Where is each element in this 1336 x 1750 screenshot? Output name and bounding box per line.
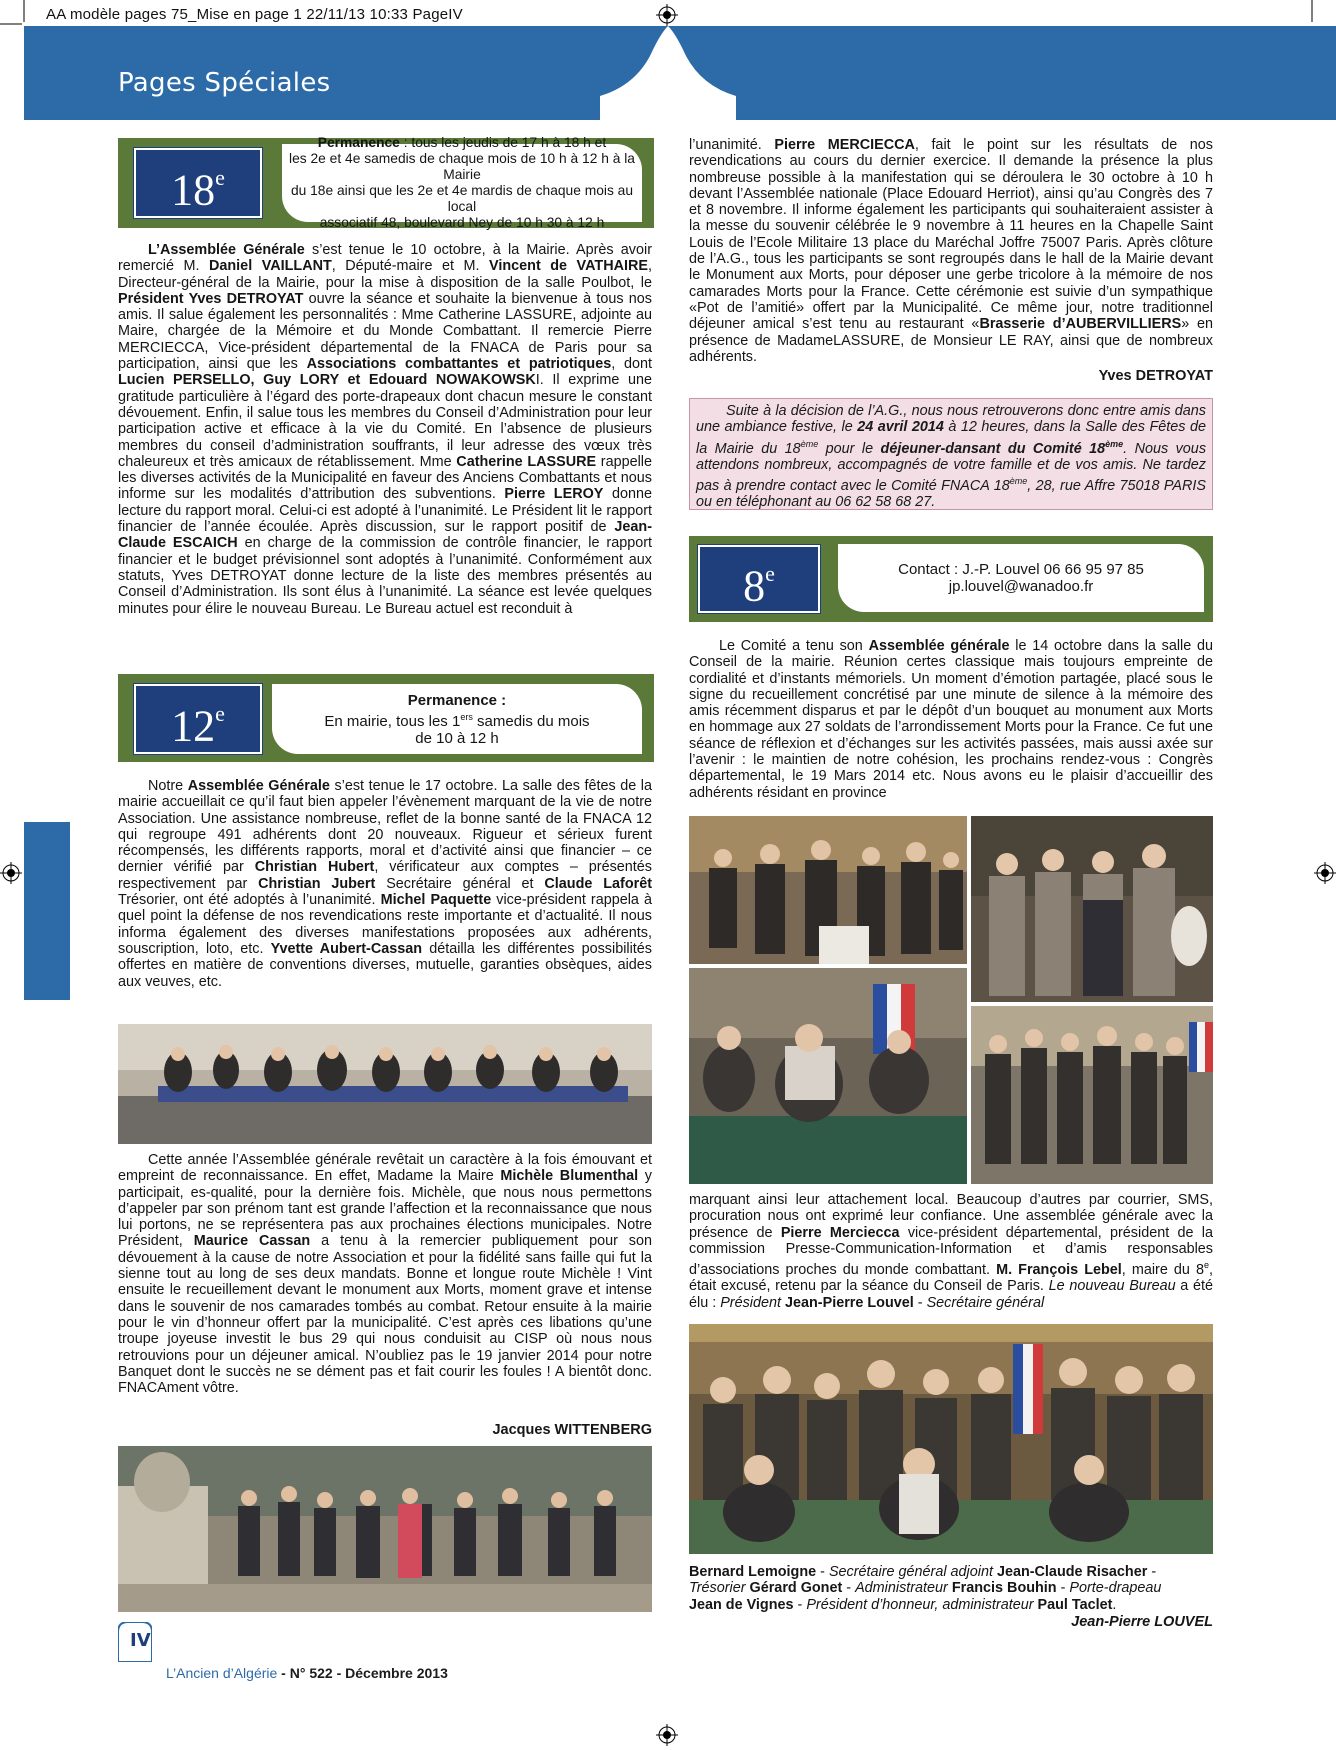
role-title: Secrétaire général adjoint <box>828 1564 993 1580</box>
person-name: Paul Taclet <box>1033 1596 1113 1613</box>
bold-term: L’Assemblée Générale <box>148 242 305 258</box>
photo-collage-8 <box>689 816 1213 1184</box>
side-color-tab <box>24 822 70 1000</box>
bold-term: Associations combattantes et patriotiques <box>306 356 612 373</box>
superscript: ème <box>800 438 819 449</box>
text-run: l’unanimité. <box>689 137 775 153</box>
superscript: ers <box>460 711 473 722</box>
department-badge-12 <box>134 684 262 754</box>
person-name: Catherine LASSURE <box>456 453 597 470</box>
text-run: - <box>842 1580 856 1597</box>
text-run: , 28, rue Affre 75018 PARIS ou en téléphonant au 06 62 58 68 27. <box>696 477 1206 511</box>
text-run: , était excusé, retenu par la séance du Conseil de Paris. <box>689 1261 1213 1295</box>
person-name: Michel Paquette <box>380 892 492 909</box>
text-run: Notre <box>148 778 188 794</box>
article-18-body <box>118 242 652 617</box>
person-name: Jean-Claude Risacher <box>992 1564 1148 1580</box>
photo-bureau-group-image <box>689 1324 1213 1554</box>
department-badge-8 <box>698 545 820 613</box>
event-date: 24 avril 2014 <box>857 419 944 436</box>
print-slug: AA modèle pages 75_Mise en page 1 22/11/13 10:33 PageIV <box>46 6 463 23</box>
photo-monument-ceremony-12 <box>118 1446 652 1612</box>
permanence-line: les 2e et 4e samedis de chaque mois de 10 h à 12 h à la Mairie <box>289 151 635 182</box>
text-run: en charge de la commission de contrôle financier, le rapport financier et le budget prévisionnel sont adoptés à l’unanimité. Conformément aux statuts, Yves DETROYAT donne lecture de la liste des membres présentés au Conseil d’Administration. Ils sont élus à l’unanimité. La séance est levée quelques minutes pour élire le nouveau Bureau. Le Bureau actuel est reconduit à <box>118 535 652 617</box>
contact-box-8 <box>838 544 1204 612</box>
text-run: Le Comité a tenu son <box>719 638 869 654</box>
text-run: le 14 octobre dans la salle du Conseil de la mairie. Réunion certes classique mais toujours empreinte de cordialité et d’instants mémoriels. Un moment d’émotion partagée, placé sous le signe du recueillement concrétisé par une minute de silence à la mémoire des amis récemment disparus et par le dépôt d’un bouquet au monument aux Morts en hommage aux 27 soldats de l’arrondissement Morts pour la France. Ce fut une séance de réflexion et d’échanges sur les activités passées, mais aussi axée sur l’avenir : le maintien de notre cohésion, les prochains rendez-vous : Congrès départemental, le 19 Mars 2014 etc. Nous avons eu le plaisir d’accueillir des adhérents résidant en province <box>689 638 1214 801</box>
bold-term: Assemblée Générale <box>187 778 330 794</box>
text-run: - <box>793 1596 807 1613</box>
text-run: - <box>913 1294 927 1311</box>
badge-number: 12 <box>171 701 216 751</box>
superscript: ème <box>1009 475 1028 486</box>
contact-phone: Contact : J.-P. Louvel 06 66 95 97 85 <box>898 561 1144 578</box>
text-run: I. Il exprime une gratitude particulière à l’égard des porte-drapeaux dont chacun mesure le constant dévouement. Enfin, il salue tous les membres du Conseil d’Administration pour leur participation active et efficace à la vie du Comité. En l’absence de plusieurs membres du conseil d’administration souffrants, il leur adresse des vœux très chaleureux et très amicaux de rétablissement. Mme <box>118 372 652 470</box>
event-name: déjeuner-dansant du Comité 18 <box>880 440 1106 457</box>
photo-meeting-panel-image <box>118 1024 652 1144</box>
person-name: Jean-Claude ESCAICH <box>118 519 652 552</box>
registration-mark-right-icon <box>1314 862 1336 884</box>
role-title: Secrétaire général <box>926 1294 1045 1311</box>
superscript: e <box>1203 1260 1209 1271</box>
person-name: Lucien PERSELLO, Guy LORY et Edouard NOWAKOWSK <box>118 372 536 389</box>
text-run: vice-président départemental, président de la commission Presse-Communication-Information et d’amis responsables d’associations proches du monde combattant. <box>689 1224 1214 1278</box>
text-run: pour le <box>818 440 881 457</box>
person-name: M. François Lebel <box>996 1261 1122 1278</box>
article-18-continuation <box>689 137 1213 365</box>
person-name: Michèle Blumenthal <box>500 1168 639 1185</box>
permanence-line <box>272 709 642 730</box>
article-paragraph <box>689 1192 1213 1311</box>
text-run: y participait, es-qualité, pour la dernière fois. Michèle, que nous nous permettons d’appeler par son prénom tant est grande l’affection et la reconnaissance que nous lui portons, ne se représentera pas aux prochaines élections municipales. Notre Président, <box>118 1168 653 1250</box>
registration-mark-bottom-icon <box>656 1724 678 1746</box>
text-run: donne lecture du rapport moral. Celui-ci est adopté à l’unanimité. Le Président lit le rapport financier de l’année écoulée. Après discussion, sur le rapport positif de <box>118 486 652 536</box>
badge-number: 18 <box>171 165 216 215</box>
person-name: Président Yves DETROYAT <box>118 290 304 307</box>
text-run: a tenu à la remercier publiquement pour son dévouement à la cause de notre Association et pour la fidélité sans faille qui fut la sienne tout au long de ses deux mandats. Bonne et longue route Michèle ! Vint ensuite le recueillement devant le monument aux Morts, moment grave et intense dans le souvenir de nos camarades tombés au combat. Retour ensuite à la mairie pour le vin d’honneur offert par la municipalité. C’est après ces libations qu’une troupe joyeuse investit le bus 29 qui nous conduisit au CISP où nous nous retrouvions pour un déjeuner amical. N’oubliez pas le 19 janvier 2014 pour notre Banquet dont le succès ne se dément pas et fait courir les foules ! A bientôt donc. FNACAment vôtre. <box>118 1233 652 1397</box>
page-number: IV <box>130 1630 151 1651</box>
photo-bureau-group-8 <box>689 1324 1213 1554</box>
invitation-text <box>696 403 1206 510</box>
page-title: Pages Spéciales <box>118 68 331 98</box>
text-run: - <box>816 1564 829 1580</box>
text-run: Trésorier, ont été adoptés à l’unanimité. <box>118 892 381 909</box>
text-run: détailla les différentes possibilités offertes en matière de conventions diverses, mutuelle, garanties obsèques, aides aux veuves, etc. <box>118 940 652 990</box>
permanence-line: du 18e ainsi que les 2e et 4e mardis de chaque mois au local <box>290 183 634 214</box>
person-name: Maurice Cassan <box>193 1233 311 1250</box>
contact-email[interactable]: jp.louvel@wanadoo.fr <box>948 578 1094 595</box>
text-run: marquant ainsi leur attachement local. Beaucoup d’autres par courrier, SMS, procuration nous ont exprimé leur confiance. Une assemblée générale avec la présence de <box>689 1192 1213 1241</box>
role-title: Porte-drapeau <box>1069 1580 1162 1597</box>
footer-publication <box>166 1665 448 1681</box>
article-12-body <box>118 778 652 990</box>
badge-superscript: e <box>215 701 225 726</box>
permanence-label: Permanence <box>317 135 400 150</box>
text-run: - <box>1147 1564 1157 1580</box>
article-12-body-continued <box>118 1152 652 1396</box>
article-paragraph <box>118 242 652 617</box>
person-name: Pierre MERCIECCA <box>774 137 915 153</box>
role-title: Président <box>720 1294 785 1311</box>
text-run: , vérificateur aux comptes – présentés respectivement par <box>118 859 652 892</box>
photo-collage-image <box>689 816 1213 1184</box>
text-run: - <box>1056 1580 1070 1597</box>
text-run: , dont <box>611 356 653 373</box>
text-run: Secrétaire général et <box>375 875 545 892</box>
permanence-line: associatif 48, boulevard Ney de 10 h 30 à 12 h <box>319 215 605 230</box>
article-8-body <box>689 638 1213 801</box>
bold-term: Brasserie d’AUBERVILLIERS <box>979 316 1182 333</box>
text-run: s’est tenue le 10 octobre, à la Mairie. Après avoir remercié M. <box>118 242 652 275</box>
text-run: vice-président rappela à quel point la défense de nos revendications reste importante et d’actualité. Il nous informa également des diverses manifestations proposées aux adhérents, souscription, loto, etc. <box>118 892 652 957</box>
text-run: . Nous vous attendons nombreux, accompagnés de votre famille et de vos amis. Ne tardez pas à prendre contact avec le Comité FNACA 18 <box>696 440 1207 494</box>
registration-mark-left-icon <box>0 862 22 884</box>
person-name: Vincent de VATHAIRE <box>489 258 648 275</box>
badge-number: 8 <box>743 561 766 611</box>
text-run: rappelle les diverses activités de la Municipalité en faveur des Anciens Combattants et nous informe sur les modalités d’attribution des subventions. <box>118 453 653 503</box>
text-run: s’est tenue le 17 octobre. La salle des fêtes de la mairie accueillait ce qu’il faut bien appeler l’évènement marquant de la vie de notre Association. Une assistance nombreuse, reflet de la bonne santé de la FNACA 12 qui regroupe 491 adhérents dont 20 nouveaux. Rigueur et sérieux furent récompensés, les différents rapports, moral et d’activité ainsi que financier – ce dernier vérifié par <box>118 778 652 876</box>
article-8-body-continued <box>689 1192 1213 1311</box>
person-name: Jean de Vignes <box>689 1596 794 1613</box>
permanence-label-text: Permanence : <box>407 691 507 709</box>
permanence-line <box>282 135 642 151</box>
badge-superscript: e <box>215 165 225 190</box>
person-name: Yvette Aubert-Cassan <box>270 940 423 957</box>
text-run: En mairie, tous les 1 <box>324 712 461 730</box>
person-name: Gérard Gonet <box>745 1580 843 1597</box>
photo-caption-8 <box>689 1564 1213 1613</box>
permanence-text: : tous les jeudis de 17 h à 18 h et <box>399 135 607 150</box>
text-run: ouvre la séance et souhaite la bienvenue à tous nos amis. Il salue également les personnalités : Mme Catherine LASSURE, adjointe au Maire, chargée de la Mémoire et du Monde Combattant. Il remercie Pierre MERCIECCA, Vice-président départemental de la FNACA de Paris pour sa participation, ainsi que les <box>118 290 652 373</box>
person-name: Claude Laforêt <box>544 875 653 892</box>
header-arch-ornament <box>600 26 736 120</box>
text-run: samedis du mois <box>472 712 590 730</box>
department-badge-18 <box>134 148 262 218</box>
article-paragraph <box>689 137 1213 365</box>
text-run: , fait le point sur les résultats de nos revendications au cours du dernier exercice. Il demande la présence la plus nombreuse possible à la manifestation qui se déroulera le 30 octobre à 10 h devant l’Assemblée nationale (Place Edouard Herriot), ainsi qu’au Congrès des 7 et 8 novembre. Il informe également les participants qui souhaiteraient assister à la messe du souvenir célébrée le 9 novembre à 11 heures en la Chapelle Saint Louis de l’Ecole Militaire 13 place du Maréchal Joffre 75007 Paris. Après clôture de l’A.G., tous les participants se sont regroupés dans le hall de la Mairie devant le Monument aux Morts, pour déposer une gerbe tricolore à la mémoire de nos camarades Morts pour la France. Cette cérémonie est suivie d’un sympathique «Pot de l’amitié» offert par la Municipalité. Ce même jour, notre traditionnel déjeuner amical s’est tenu au restaurant « <box>689 137 1213 333</box>
photo-monument-ceremony-image <box>118 1446 652 1612</box>
permanence-box-12 <box>272 684 642 754</box>
photo-meeting-panel-12 <box>118 1024 652 1144</box>
text-run: a été élu : <box>689 1278 1213 1311</box>
invitation-box <box>689 398 1213 510</box>
person-name: Francis Bouhin <box>947 1580 1057 1597</box>
text-run: Cette année l’Assemblée générale revêtait un caractère à la fois émouvant et empreint de reconnaissance. En effet, Madame la Maire <box>118 1152 652 1185</box>
bold-term: Assemblée générale <box>868 638 1010 654</box>
signature-8: Jean-Pierre LOUVEL <box>1071 1614 1213 1630</box>
person-name: Pierre Merciecca <box>780 1224 900 1241</box>
article-paragraph <box>118 1152 652 1396</box>
person-name: Bernard Lemoigne <box>689 1564 817 1580</box>
superscript: ème <box>1105 438 1124 449</box>
person-name: Christian Hubert <box>254 859 375 876</box>
signature-12: Jacques WITTENBERG <box>492 1422 652 1438</box>
article-paragraph <box>118 778 652 990</box>
article-paragraph <box>689 638 1213 801</box>
role-title: Administrateur <box>855 1580 948 1597</box>
person-name: Christian Jubert <box>258 875 376 892</box>
registration-mark-top-icon <box>656 4 678 26</box>
publication-name: L’Ancien d’Algérie <box>166 1665 278 1681</box>
text-run: , maire du 8 <box>1121 1261 1204 1278</box>
role-title: Trésorier <box>689 1580 746 1597</box>
person-name: Daniel VAILLANT <box>209 258 332 275</box>
permanence-box-18 <box>282 135 642 230</box>
italic-term: Le nouveau Bureau <box>1048 1278 1176 1295</box>
signature-18: Yves DETROYAT <box>1098 368 1213 384</box>
text-run: à 12 heures, dans la Salle des Fêtes de la Mairie du 18 <box>696 419 1206 457</box>
issue-info: - N° 522 - Décembre 2013 <box>277 1665 448 1681</box>
text-run: , Député-maire et M. <box>331 258 490 275</box>
person-name: Jean-Pierre Louvel <box>785 1294 914 1311</box>
person-name: Pierre LEROY <box>504 486 604 503</box>
text-run: . <box>1112 1596 1117 1613</box>
permanence-label <box>272 692 642 709</box>
role-title: Président d’honneur, administrateur <box>806 1596 1034 1613</box>
text-run: , Directeur-général de la Mairie, pour la mise à disposition de la salle Poulbot, le <box>118 258 652 291</box>
badge-superscript: e <box>765 561 775 586</box>
permanence-line: de 10 à 12 h <box>415 729 499 747</box>
text-run: Suite à la décision de l’A.G., nous nous retrouverons donc entre amis dans une ambiance festive, le <box>696 403 1206 436</box>
text-run: » en présence de MadameLASSURE, de Monsieur LE RAY, ainsi que de nombreux adhérents. <box>689 316 1213 365</box>
